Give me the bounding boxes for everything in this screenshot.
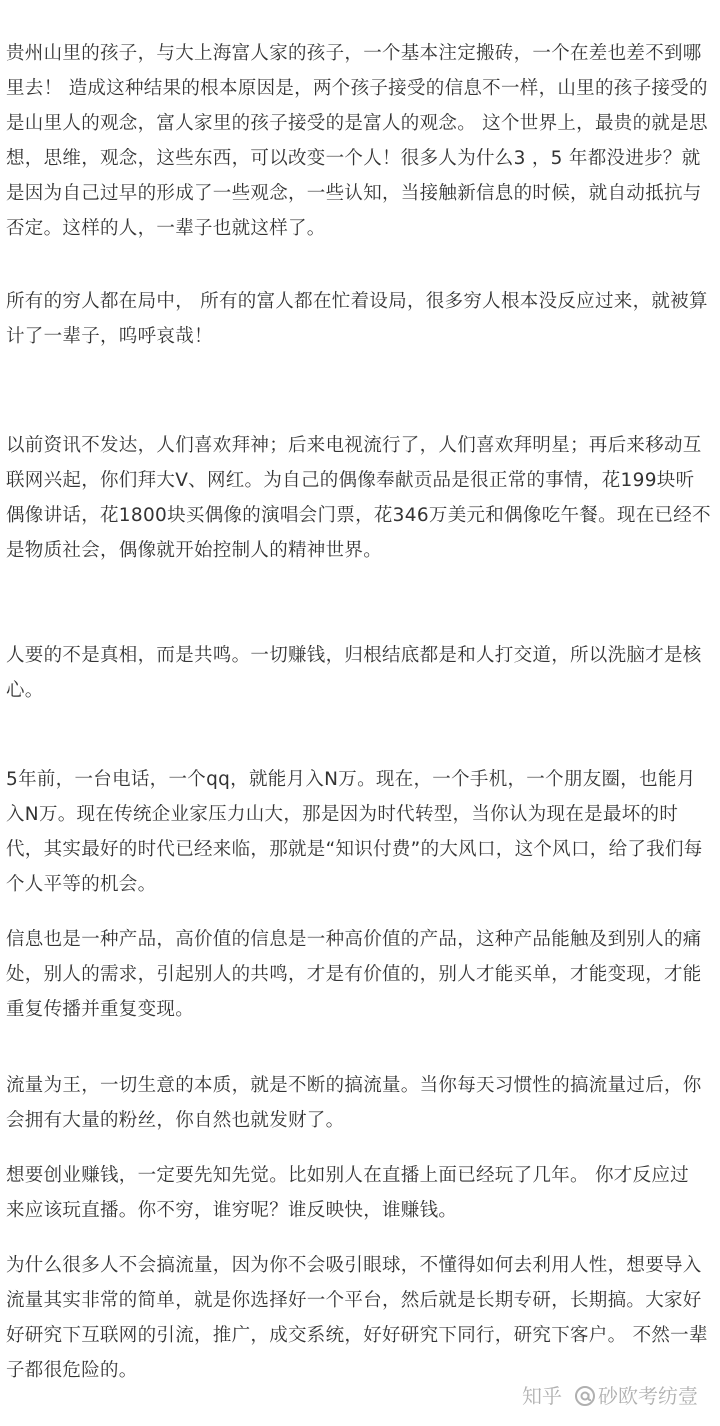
- paragraph-6: 信息也是一种产品，高价值的信息是一种高价值的产品，这种产品能触及到别人的痛处，别人的需求，引起别人的共鸣，才是有价值的，别人才能买单，才能变现，才能重复传播并重复变现。: [6, 929, 702, 1020]
- paragraph-2: 所有的穷人都在局中， 所有的富人都在忙着设局，很多穷人根本没反应过来，就被算计了一辈子，呜呼哀哉！: [6, 291, 708, 347]
- watermark-site: 知乎: [522, 1384, 562, 1408]
- paragraph-4: 人要的不是真相，而是共鸣。一切赚钱，归根结底都是和人打交道，所以洗脑才是核心。: [6, 645, 702, 701]
- at-icon: [574, 1385, 596, 1407]
- paragraph-5: 5年前，一台电话，一个qq，就能月入N万。现在，一个手机，一个朋友圈，也能月入N万。现在传统企业家压力山大，那是因为时代转型，当你认为现在是最坏的时代，其实最好的时代已经来临，那就是“知识付费”的大风口，这个风口，给了我们每个人平等的机会。: [6, 769, 703, 895]
- paragraph-8: 想要创业赚钱，一定要先知先觉。比如别人在直播上面已经玩了几年。 你才反应过 来应该玩直播。你不穷，谁穷呢？谁反映快，谁赚钱。: [6, 1165, 689, 1221]
- paragraph-1: 贵州山里的孩子，与大上海富人家的孩子，一个基本注定搬砖，一个在差也差不到哪里去！ 造成这种结果的根本原因是，两个孩子接受的信息不一样，山里的孩子接受的是山里人的观念，富人家里的孩子接受的是富人的观念。 这个世界上，最贵的就是思想，思维，观念，这些东西，可以改变一个人！很多人为什么3 ，5 年都没进步？就是因为自己过早的形成了一些观念，一些认知，当接触新信息的时候，就自动抵抗与否定。这样的人，一辈子也就这样了。: [6, 43, 708, 239]
- paragraph-3: 以前资讯不发达，人们喜欢拜神；后来电视流行了，人们喜欢拜明星；再后来移动互联网兴起，你们拜大V、网红。为自己的偶像奉献贡品是很正常的事情，花199块听偶像讲话，花1800块买偶像的演唱会门票，花346万美元和偶像吃午餐。现在已经不是物质社会，偶像就开始控制人的精神世界。: [6, 435, 711, 561]
- zhihu-watermark: [522, 1382, 698, 1410]
- paragraph-9: 为什么很多人不会搞流量，因为你不会吸引眼球，不懂得如何去利用人性，想要导入流量其实非常的简单，就是你选择好一个平台，然后就是长期专研，长期搞。大家好好研究下互联网的引流，推广，成交系统，好好研究下同行，研究下客户。 不然一辈子都很危险的。: [6, 1255, 708, 1381]
- watermark-author: 砂欧考纺壹: [598, 1384, 698, 1408]
- paragraph-7: 流量为王，一切生意的本质，就是不断的搞流量。当你每天习惯性的搞流量过后，你会拥有大量的粉丝，你自然也就发财了。: [6, 1075, 702, 1131]
